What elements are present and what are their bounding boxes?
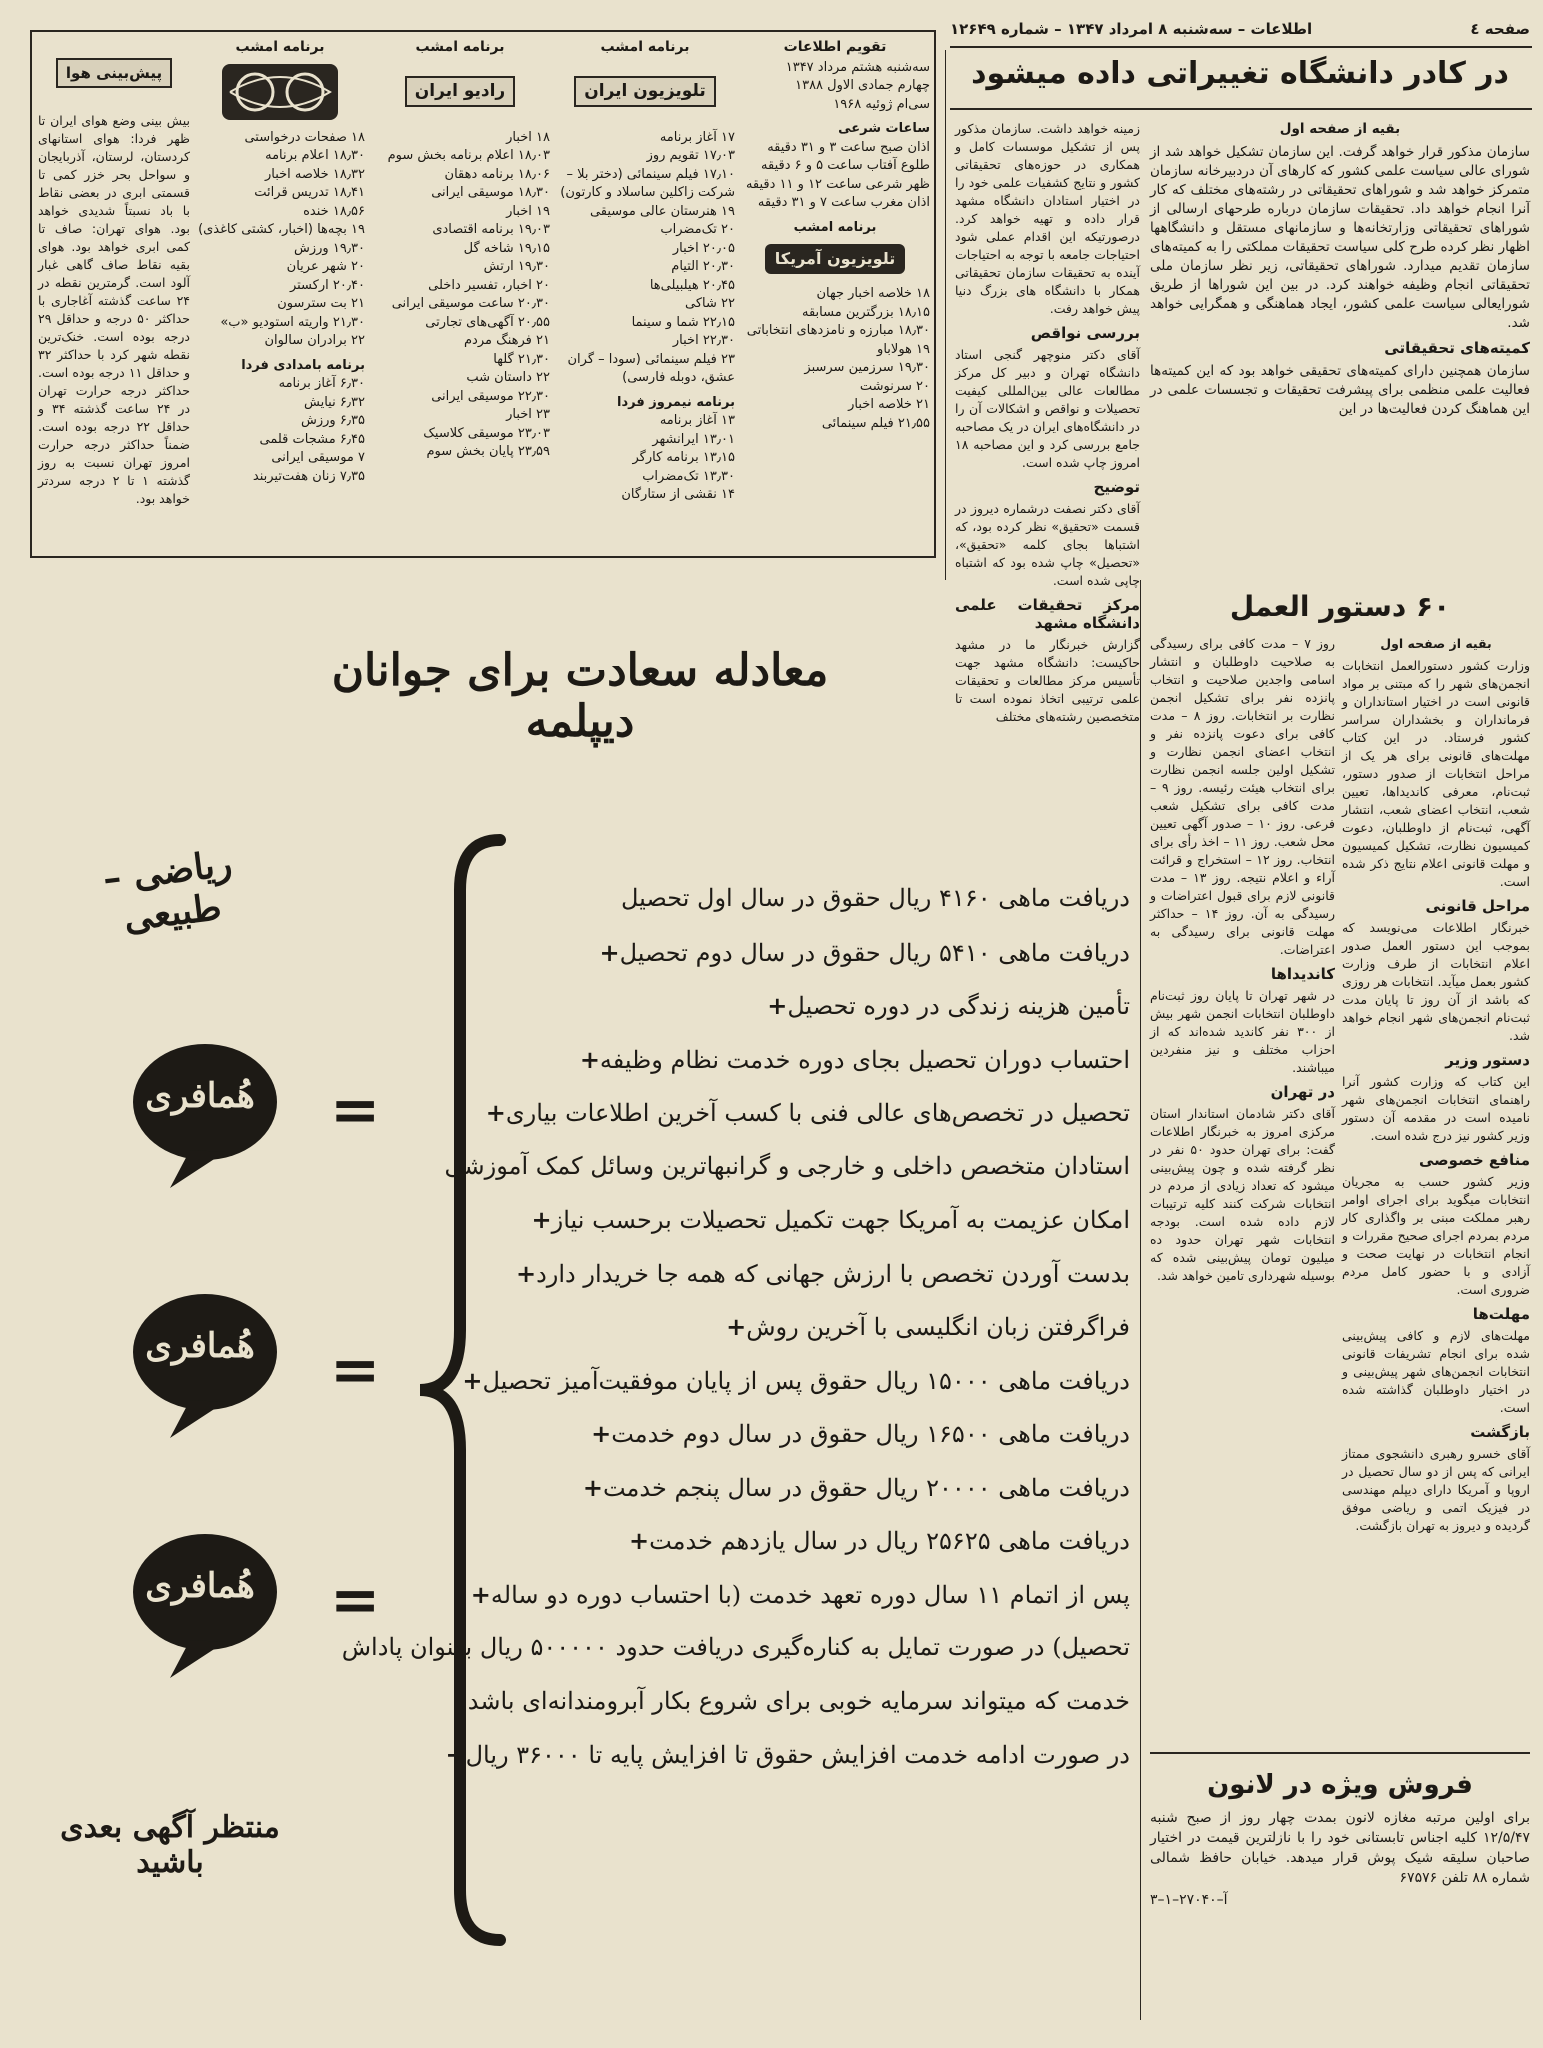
program-item: ۱۸٫۱۵ بزرگترین مسابقه: [802, 304, 930, 320]
shari-line: ظهر شرعی ساعت ۱۲ و ۱۱ دقیقه: [745, 176, 930, 192]
program-item: ۱۸ خلاصه اخبار جهان: [816, 286, 930, 301]
weather-column: [38, 38, 190, 553]
program-item: ۲۰ شهر عریان: [286, 259, 365, 274]
article1-paragraph: سازمان مذکور قرار خواهد گرفت. این سازمان تشکیل خواهد شد از شورای عالی سیاست علمی کشور که کارهای آن دردبیرخانه سازمان متمرکز خواهد شد و شوراهای تحقیقاتی در رشته‌های مختلف که کار آنرا انجام خواهد داد. تحقیقات سازمان درباره طرحهای ارسالی از شوراهای تحقیقاتی وزارتخانه‌ها و سازمانهای مستقل و دانشگاهها اظهار نظر کرده طرح کلی سیاست تحقیقات مملکتی را به کمیته‌های سازمان تقدیم میدارد. شوراهای تحقیقاتی، زیر نظر سازمان ملی تحقیقاتی انجام وظیفه خواهند کرد. در بین این شوراها از طریق شورایعالی سیاست علمی کشور، ایجاد هماهنگی و همگرایی خواهد شد.: [1150, 144, 1530, 331]
article2-ref: بقیه از صفحه اول: [1380, 636, 1492, 651]
ad-benefit-item: [470, 1568, 1130, 1622]
program-item: ۲۲٫۳۰ اخبار: [672, 333, 735, 348]
program-item: ۱۸٫۰۶ برنامه دهقان: [444, 166, 550, 182]
program-item: ۱۸ صفحات درخواستی: [244, 129, 365, 145]
article2-subhead: دستور وزیر: [1445, 1051, 1530, 1069]
bubble-text: هُمافری: [145, 1326, 255, 1366]
program-item: ۲۳٫۰۳ موسیقی کلاسیک: [423, 425, 550, 441]
radio2-column: [195, 38, 365, 553]
calendar-title: تقویم اطلاعات: [783, 39, 887, 55]
ad-benefit-text: استادان متخصص داخلی و خارجی و گرانبهاترین وسائل کمک آموزشی: [444, 1151, 1130, 1180]
page-header: [950, 14, 1530, 44]
program-item: ۱۸٫۳۲ خلاصه اخبار: [264, 166, 365, 182]
weather-logo: پیش‌بینی هوا: [38, 38, 190, 108]
program-item: ۱۷٫۱۰ فیلم سینمائی (دختر بلا – شرکت زاکلین ساسلاد و کارتون): [560, 166, 735, 200]
ad-benefit-item: [460, 1675, 1130, 1729]
program-item: ۲۱٫۵۵ فیلم سینمائی: [821, 415, 930, 431]
ad-benefit-text: دریافت ماهی ۱۵۰۰۰ ریال حقوق پس از پایان موفقیت‌آمیز تحصیل: [482, 1366, 1130, 1395]
article2-subhead: منافع خصوصی: [1419, 1151, 1530, 1169]
article2-subhead: بازگشت: [1470, 1423, 1530, 1441]
calendar-line: سه‌شنبه هشتم مرداد ۱۳۴۷: [785, 59, 930, 75]
program-item: ۱۳٫۱۵ برنامه کارگر: [632, 450, 735, 465]
shari-line: اذان مغرب ساعت ۷ و ۳۱ دقیقه: [757, 195, 930, 210]
article2-paragraph: آقای خسرو رهبری دانشجوی ممتاز ایرانی که پس از دو سال تحصیل در اروپا و آمریکا دارای دیپلم مهندسی در فیزیک اتمی و ریاضی موفق گردیده و دیروز به تهران بازگشت.: [1342, 1446, 1530, 1533]
program-item: ۲۳٫۵۹ پایان بخش سوم: [426, 444, 550, 459]
article2-paragraph: مهلت‌های لازم و کافی پیش‌بینی شده برای انجام تشریفات قانونی انتخابات انجمن‌های شهر پیش‌بینی و در اختیار داوطلبان گذاشته شده است.: [1342, 1328, 1530, 1415]
radio2-logo: [195, 59, 365, 125]
program-item: ۲۲ برادران سالوان: [264, 333, 365, 348]
program-item: ۱۹٫۳۰ ارتش: [483, 259, 550, 274]
ad-subtitle: ریاضی – طبیعی: [100, 842, 235, 940]
column-divider: [945, 50, 946, 580]
article2-subhead: کاندیداها: [1270, 965, 1335, 983]
radio-title: برنامه امشب: [415, 39, 505, 55]
program-item: ۲۰٫۰۵ اخبار: [672, 240, 735, 256]
sale-text: برای اولین مرتبه مغازه لانون بمدت چهار روز از صبح شنبه ۱۲/۵/۴۷ کلیه اجناس تابستانی خود را با نازلترین قیمت در اختیار صاحبان سلیقه شیک پوش قرار میدهد. خیابان حافظ شمالی شماره ۸۸ تلفن ۶۷۵۷۶: [1150, 1810, 1530, 1886]
shari-title: ساعات شرعی: [838, 121, 930, 136]
program-item: ۱۸٫۳۰ موسیقی ایرانی: [431, 185, 550, 200]
program-item: ۲۱ بت سترسون: [277, 296, 365, 311]
ad-benefit-item: [462, 1354, 1130, 1408]
ad-benefit-text: تأمین هزینه زندگی در دوره تحصیل: [787, 992, 1130, 1020]
ad-benefit-text: خدمت که میتواند سرمایه خوبی برای شروع بکار آبرومندانه‌ای باشد.: [460, 1686, 1130, 1715]
program-item: ۱۸٫۴۱ تدریس قرائت: [254, 185, 365, 200]
ad-benefit-text: دریافت ماهی ۲۰۰۰۰ ریال حقوق در سال پنجم خدمت: [602, 1473, 1130, 1502]
program-item: ۲۰ سرنوشت: [859, 378, 930, 394]
program-item: ۲۲٫۱۵ شما و سینما: [631, 314, 735, 330]
ad-benefit-item: [470, 1514, 1130, 1568]
plus-icon: +: [515, 1258, 537, 1288]
article2-paragraph: خبرنگار اطلاعات می‌نویسد که بموجب این دستور العمل صدور اعلام انتخابات از طرف وزارت کشور بعمل میآید. انتخابات هر روزی که باشد از آن روز تا پایان مدت ثبت‌نام انجمن‌های شهر انجام خواهد شد.: [1342, 920, 1530, 1043]
ad-benefit-item: [470, 1247, 1130, 1301]
program-item: ۱۳٫۰۱ ایرانشهر: [652, 431, 735, 447]
article2-paragraph: آقای دکتر شادمان استاندار استان مرکزی امروز به خبرنگار اطلاعات گفت: برای تهران حدود ۵۰ نفر در نظر گرفته شده و چون پیش‌بینی میشود که تعداد زیادی از مردم در انتخابات شرکت کنند کلیه ترتیبات لازم داده شده است. بودجه انتخابات شهر تهران حدود ده میلیون تومان پیش‌بینی شده که بوسیله شهرداری تامین خواهد شد.: [1150, 1106, 1336, 1283]
program-item: ۲۱ فرهنگ مردم: [463, 333, 550, 348]
program-item: ۲۰٫۳۰ ساعت موسیقی ایرانی: [391, 296, 550, 311]
program-item: ۱۹٫۱۵ شاخه گل: [463, 240, 550, 256]
tv-iran-logo: تلویزیون ایران: [555, 59, 735, 125]
program-item: ۲۰٫۴۰ ارکستر: [289, 277, 365, 293]
article1-paragraph: گزارش خبرنگار ما در مشهد حاکیست: دانشگاه مشهد جهت تأسیس مرکز مطالعات و تحقیقات علمی ترتیبی اتخاذ نموده است تا متخصصین رشته‌های مختلف: [955, 637, 1140, 724]
plus-icon: +: [582, 1472, 603, 1502]
programs-border-top: [30, 30, 936, 32]
shari-line: اذان صبح ساعت ۳ و ۳۱ دقیقه: [767, 139, 930, 155]
ad-benefit-text: احتساب دوران تحصیل بجای دوره خدمت نظام وظیفه: [599, 1045, 1130, 1074]
program-item: ۱۹ بچه‌ها (اخبار، کشتی کاغذی): [198, 222, 365, 237]
article1-ref: بقیه از صفحه اول: [1279, 121, 1401, 137]
radio2-sub-title: برنامه بامدادی فردا: [241, 357, 365, 373]
ad-benefit-item: [470, 979, 1130, 1033]
program-item: ۲۲ شاکی: [685, 296, 735, 311]
sale-ad: [1150, 1770, 1530, 1908]
program-item: ۲۱ خلاصه اخبار: [848, 397, 930, 412]
program-item: ۱۹ اخبار: [506, 203, 550, 219]
radio-iran-column: [370, 38, 550, 553]
equals-sign: =: [330, 1565, 381, 1635]
ad-benefit-item: [470, 1461, 1130, 1515]
article2-paragraph: در شهر تهران تا پایان روز ثبت‌نام داوطلبان انتخابات انجمن شهر بیش از ۳۰۰ نفر کاندید شده‌اند که از احزاب مختلف و نیز منفردین میباشند.: [1150, 988, 1335, 1075]
ad-benefit-list: [341, 872, 1130, 1782]
ad-benefit-text: بدست آوردن تخصص با ارزش جهانی که همه جا خریدار دارد: [536, 1259, 1130, 1288]
article1-subhead: بررسی نواقص: [1030, 324, 1140, 342]
radio-iran-logo: رادیو ایران: [370, 59, 550, 125]
article1-subhead: مرکز تحقیقات علمی دانشگاه مشهد: [955, 596, 1140, 632]
program-item: ۱۴ نقشی از ستارگان: [621, 487, 735, 502]
program-item: ۲۱٫۳۰ واریته استودیو «ب»: [220, 314, 365, 330]
ad-benefit-item: [470, 1086, 1130, 1140]
article2-subhead: مهلت‌ها: [1472, 1305, 1530, 1323]
program-item: ۲۰٫۴۵ هیلبیلی‌ها: [649, 277, 735, 293]
tonight-title: برنامه امشب: [793, 219, 877, 235]
ad-benefit-text: دریافت ماهی ۵۴۱۰ ریال حقوق در سال دوم تحصیل: [619, 938, 1130, 967]
program-item: ۱۷ آغاز برنامه: [659, 129, 735, 145]
plus-icon: +: [445, 1740, 466, 1769]
plus-icon: +: [628, 1526, 650, 1555]
header-rule: [950, 46, 1532, 48]
program-item: ۶٫۳۲ نیایش: [304, 394, 365, 410]
homafar-bubble-2: [130, 1290, 290, 1440]
homafar-bubble-3: [130, 1530, 290, 1680]
ad-benefit-text: فراگرفتن زبان انگلیسی با آخرین روش: [746, 1313, 1130, 1341]
program-item: ۶٫۳۰ آغاز برنامه: [278, 376, 365, 391]
issue-info: اطلاعات – سه‌شنبه ۸ امرداد ۱۳۴۷ – شماره ۱۲۶۴۹: [950, 20, 1313, 38]
program-item: ۶٫۴۵ مشجات قلمی: [259, 431, 365, 447]
plus-icon: +: [485, 1098, 506, 1127]
program-item: ۱۸٫۵۶ خنده: [303, 203, 365, 219]
program-item: ۱۸ اخبار: [506, 129, 550, 145]
ad-benefit-text: امکان عزیمت به آمریکا جهت تکمیل تحصیلات برحسب نیاز: [551, 1206, 1130, 1234]
ad-benefit-item: [470, 1193, 1130, 1247]
program-item: ۲۰ اخبار، تفسیر داخلی: [428, 277, 550, 293]
ad-benefit-text: دریافت ماهی ۲۵۶۲۵ ریال در سال یازدهم خدمت: [649, 1527, 1130, 1555]
plus-icon: +: [531, 1205, 552, 1234]
article2-col-right: [1342, 635, 1530, 1745]
equals-sign: =: [330, 1335, 381, 1405]
ad-benefit-text: تحصیل در تخصص‌های عالی فنی با کسب آخرین اطلاعات بیاری: [505, 1099, 1130, 1127]
programs-border-bottom: [30, 556, 936, 558]
plus-icon: +: [462, 1365, 483, 1395]
program-item: ۲۰ تک‌مضراب: [660, 222, 735, 237]
ad-title: معادله سعادت برای جوانان دیپلمه: [331, 645, 829, 747]
program-item: ۲۱٫۳۰ گلها: [493, 351, 550, 367]
article1-subhead: کمیته‌های تحقیقاتی: [1384, 339, 1530, 357]
ad-benefit-item: [470, 1300, 1130, 1354]
ad-benefit-item: [470, 872, 1130, 926]
sale-divider: [1150, 1752, 1530, 1754]
plus-icon: +: [579, 1044, 600, 1074]
radio2-title: برنامه امشب: [235, 39, 325, 55]
ad-benefit-item: [470, 1407, 1130, 1461]
sale-code: آ–۲۷۰۴۰–۱–۳: [1150, 1892, 1228, 1908]
article2-subhead: مراحل قانونی: [1425, 897, 1530, 915]
program-item: ۷ موسیقی ایرانی: [271, 450, 365, 465]
america-tv-logo: تلویزیون آمریکا: [740, 237, 930, 281]
program-item: ۱۹ هنرستان عالی موسیقی: [589, 203, 735, 219]
article2-paragraph: روز ۷ – مدت کافی برای رسیدگی به صلاحیت داوطلبان و انتشار اسامی واجدین صلاحیت و انتخاب پانزده نفر برای تشکیل انجمن نظارت بر انتخابات. روز ۸ – مدت کافی برای دعوت پانزده نفر و انتخاب اعضای انجمن نظارت و تشکیل اولین جلسه انجمن نظارت برای انتخاب هیئت رئیسه. روز ۹ – مدت کافی برای تشکیل شعب فرعی. روز ۱۰ – صدور آگهی تعیین محل شعب. روز ۱۱ – اخذ رأی برای انتخاب. روز ۱۲ – استخراج و قرائت آراء و اعلام نتیجه. روز ۱۳ – مدت قانونی لازم برای قبول اعتراضات و رسیدگی به آن. روز ۱۴ – حداکثر مهلت قانونی برای رسیدگی به اعتراضات.: [1150, 636, 1336, 957]
ad-benefit-text: پس از اتمام ۱۱ سال دوره تعهد خدمت (با احتساب دوره دو ساله: [490, 1580, 1130, 1609]
ad-benefit-item: [444, 1140, 1130, 1194]
calendar-column: [740, 38, 930, 553]
program-item: ۲۳ فیلم سینمائی (سودا – گران عشق، دوبله فارسی): [567, 351, 735, 385]
article1-paragraph: آقای دکتر نصفت درشماره دیروز در قسمت «تحقیق» نظر کرده بود، که اشتباها بجای کلمه «تحقیق»، «تحصیل» چاپ شده بود که اشتباه چاپی شده است.: [955, 501, 1140, 588]
article1-col2: [955, 120, 1140, 724]
program-item: ۱۷٫۰۳ تقویم روز: [646, 148, 735, 163]
calendar-line: چهارم جمادی الاول ۱۳۸۸: [795, 78, 930, 93]
ad-benefit-item: [470, 926, 1130, 980]
ad-benefit-item: [470, 1033, 1130, 1087]
article2-paragraph: وزیر کشور حسب به مجریان انتخابات میگوید برای اجرای اوامر رهبر مملکت مبنی بر واگذاری کار مردم بمردم اجرای صحیح مقررات و انجام انتخابات در نهایت صحت و آزادی و با حضور کامل مردم ضروری است.: [1342, 1174, 1530, 1297]
program-item: ۱۳٫۳۰ تک‌مضراب: [642, 468, 735, 484]
headline-rule: [950, 108, 1532, 110]
headline: در کادر دانشگاه تغییراتی داده میشود: [971, 56, 1509, 91]
article1-col1: [1150, 120, 1530, 580]
article1-paragraph: سازمان همچنین دارای کمیته‌های تحقیقی خواهد بود که این کمیته‌ها فعالیت علمی منظمی برای پیشرفت تحقیقات و تجسسات علمی در این هماهنگ کردن فعالیت‌ها در این: [1150, 363, 1530, 417]
article2-col-left: [1150, 635, 1335, 1745]
bubble-text: هُمافری: [145, 1566, 255, 1606]
article2-paragraph: این کتاب که وزارت کشور آنرا راهنمای انتخابات انجمن‌های شهر نامیده است در مقدمه آن دستور وزیر کشور نیز درج شده است.: [1342, 1074, 1530, 1143]
article2-title: ۶۰ دستور العمل: [1229, 590, 1451, 623]
program-item: ۲۰٫۵۵ آگهی‌های تجارتی: [425, 314, 550, 330]
program-item: ۲۳ اخبار: [506, 407, 550, 422]
tv-iran-column: [555, 38, 735, 553]
ad-benefit-text: تحصیل) در صورت تمایل به کناره‌گیری دریافت حدود ۵۰۰۰۰۰ ریال بعنوان پاداش: [341, 1633, 1130, 1661]
program-item: ۱۸٫۳۰ اعلام برنامه: [265, 148, 365, 163]
article1-paragraph: آقای دکتر منوچهر گنجی استاد دانشگاه تهران و دبیر کل مرکز مطالعات عالی بین‌المللی کیفیت تحصیلات و نواقص و اشکالات آن را در دانشگاه‌های ایران در یک مصاحبه جامع بررسی کرد و این مصاحبه ۱۸ امروز چاپ شده است.: [955, 347, 1140, 470]
ad-footer: منتظر آگهی بعدی باشید: [60, 1810, 280, 1880]
homafar-bubble-1: [130, 1040, 290, 1190]
equals-sign: =: [330, 1075, 381, 1145]
program-item: ۱۳ آغاز برنامه: [659, 413, 735, 428]
ad-benefit-item: [445, 1728, 1130, 1782]
program-item: ۱۹ هولاباو: [877, 341, 930, 357]
program-item: ۱۹٫۳۰ سرزمین سرسبز: [804, 360, 930, 375]
bubble-text: هُمافری: [145, 1076, 255, 1116]
plus-icon: +: [470, 1579, 491, 1609]
article1-subhead: توضیح: [1093, 478, 1140, 496]
program-item: ۲۲٫۳۰ موسیقی ایرانی: [431, 388, 550, 404]
tv-title: برنامه امشب: [600, 39, 690, 55]
plus-icon: +: [767, 991, 788, 1020]
program-item: ۱۹٫۰۳ برنامه اقتصادی: [432, 222, 550, 237]
right-column-divider: [1140, 580, 1141, 2020]
program-item: ۶٫۳۵ ورزش: [300, 413, 365, 428]
programs-border-right: [934, 30, 936, 558]
ornament-icon: [220, 62, 340, 122]
ad-benefit-text: دریافت ماهی ۴۱۶۰ ریال حقوق در سال اول تحصیل: [621, 884, 1130, 912]
plus-icon: +: [726, 1312, 747, 1341]
plus-icon: +: [599, 937, 620, 967]
program-item: ۱۸٫۰۳ اعلام برنامه بخش سوم: [387, 148, 550, 163]
programs-border-left: [30, 30, 32, 558]
ad-benefit-item: [341, 1621, 1130, 1675]
page-number: صفحه ٤: [1470, 20, 1530, 38]
shari-line: طلوع آفتاب ساعت ۵ و ۶ دقیقه: [761, 158, 930, 173]
ad-benefit-text: در صورت ادامه خدمت افزایش حقوق تا افزایش پایه تا ۳۶۰۰۰ ریال: [465, 1741, 1130, 1769]
plus-icon: +: [591, 1419, 612, 1448]
weather-text: بیش بینی وضع هوای ایران تا ظهر فردا: هوای استانهای کردستان، لرستان، آذربایجان و سواحل بحر خزر کمی تا قسمتی ابری در بعضی نقاط با باد نسبتاً شدیدی خواهد بود. هوای تهران: صاف تا کمی ابری خواهد بود. هوای بقیه نقاط صاف گاهی غبار آلود است. گرمترین نقطه در ۲۴ ساعت گذشته آغاجاری با حداکثر ۵۰ درجه و حداقل ۲۹ درجه بوده است. خنک‌ترین نقطه شهر کرد با حداکثر ۳۲ و حداقل ۱۱ درجه بوده است. حداکثر درجه حرارت تهران در ۲۴ ساعت گذشته ۳۴ و حداقل ۲۲ درجه بوده است. ضمناً حداکثر درجه حرارت امروز تهران نسبت به روز گذشته ۱ تا ۲ درجه سردتر خواهد بود.: [38, 113, 191, 506]
article2-subhead: در تهران: [1270, 1083, 1335, 1101]
tv-sub-title: برنامه نیمروز فردا: [617, 394, 735, 410]
program-item: ۷٫۳۵ زنان هفت‌تیربند: [252, 468, 365, 484]
sale-title: فروش ویژه در لانون: [1207, 1770, 1473, 1800]
ad-benefit-text: دریافت ماهی ۱۶۵۰۰ ریال حقوق در سال دوم خدمت: [611, 1420, 1130, 1448]
article1-paragraph: زمینه خواهد داشت. سازمان مذکور پس از تشکیل موسسات کامل و همکاری در حوزه‌های تحقیقاتی کشور و نتایج کشفیات علمی خود را در اختیار استادان دانشگاه مشهد قرار داده و تهیه خواهد کرد. درصورتیکه این اقدام عملی شود احتیاجات جامعه با توجه به احتیاجات آینده به تحقیقات سازمان تحقیقاتی همکار با دانشگاه های بزرگ دنیا پیش خواهد رفت.: [955, 121, 1140, 316]
program-item: ۲۲ داستان شب: [466, 370, 550, 385]
program-item: ۲۰٫۳۰ التیام: [671, 259, 735, 274]
program-item: ۱۸٫۳۰ مبارزه و نامزدهای انتخاباتی: [746, 323, 930, 338]
article2-paragraph: وزارت کشور دستورالعمل انتخابات انجمن‌های شهر را که مبتنی بر مواد قانونی است در اختیار استانداران و فرمانداران و بخشداران سراسر کشور فرستاد. در این کتاب مهلت‌های قانونی برای هر یک از مراحل انتخابات از صدور دستور، ثبت‌نام، معرفی کاندیداها، تعیین شعب، انتخاب اعضای شعب، انتشار آگهی، ثبت‌نام از داوطلبان، دعوت کمیسیون نظارت، تشکیل کمیسیون و مهلت قانونی اعلام نتایج ذکر شده است.: [1342, 658, 1530, 889]
calendar-line: سی‌ام ژوئیه ۱۹۶۸: [833, 96, 930, 112]
program-item: ۱۹٫۳۰ ورزش: [294, 240, 365, 256]
